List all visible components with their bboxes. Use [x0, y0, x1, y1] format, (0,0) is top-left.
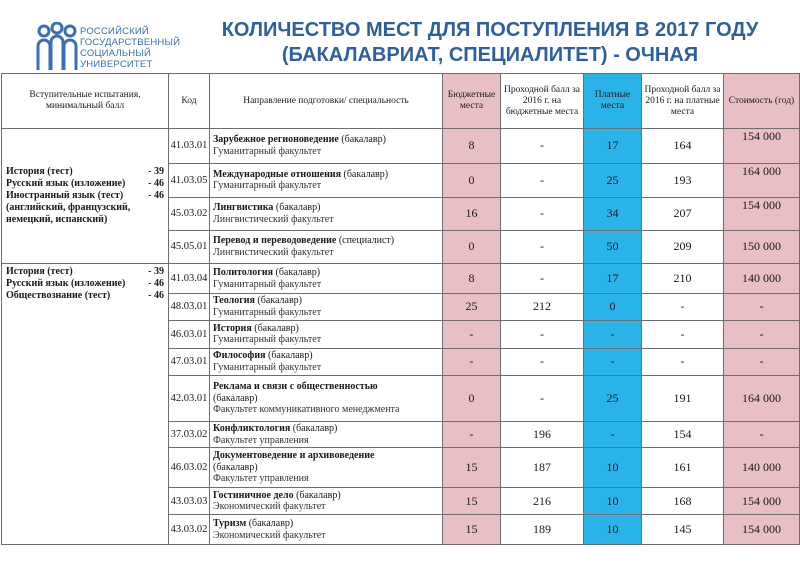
exam-name: Иностранный язык (тест): [6, 190, 124, 202]
faculty-name: Гуманитарный факультет: [213, 306, 322, 318]
pass-score-paid: 207: [642, 198, 724, 231]
program-code: 41.03.01: [169, 129, 210, 164]
paid-places: 50: [584, 230, 642, 264]
pass-score-paid: -: [642, 321, 724, 348]
pass-score-paid: 164: [642, 129, 724, 164]
faculty-name: Факультет управления: [213, 434, 309, 446]
paid-places: -: [584, 321, 642, 348]
specialty-name: Гостиничное дело: [213, 489, 294, 501]
pass-score-budget: 189: [501, 515, 584, 545]
degree-level: (бакалавр): [268, 350, 313, 362]
program-code: 47.03.01: [169, 348, 210, 375]
program-title: [213, 490, 439, 502]
degree-level: (бакалавр): [213, 392, 258, 404]
pass-score-paid: 193: [642, 163, 724, 198]
exam-line: [6, 278, 164, 290]
university-name-line: СОЦИАЛЬНЫЙ: [80, 48, 152, 59]
tuition-price: -: [724, 321, 800, 348]
tuition-price: 150 000: [724, 230, 800, 264]
program-code: 42.03.01: [169, 376, 210, 422]
program-name-cell: [210, 230, 443, 264]
pass-score-paid: -: [642, 293, 724, 320]
program-title: [213, 169, 439, 181]
header-paid: Платные места: [584, 74, 642, 129]
specialty-name: Документоведение и архивоведение: [213, 450, 375, 462]
university-name-line: ГОСУДАРСТВЕННЫЙ: [80, 37, 181, 48]
program-code: 37.03.02: [169, 421, 210, 447]
table-row: [2, 264, 800, 293]
header-pass-budget: Проходной балл за 2016 г. на бюджетные места: [501, 74, 584, 129]
title-line-1: КОЛИЧЕСТВО МЕСТ ДЛЯ ПОСТУПЛЕНИЯ В 2017 ГОДУ: [221, 19, 759, 41]
program-code: 41.03.04: [169, 264, 210, 293]
exam-line: [6, 178, 164, 190]
university-name: [80, 26, 180, 70]
budget-places: 15: [443, 448, 501, 488]
exam-line: [6, 266, 164, 278]
program-name-cell: [210, 376, 443, 422]
faculty-name: Гуманитарный факультет: [213, 180, 322, 192]
program-code: 43.03.02: [169, 515, 210, 545]
faculty-name: Гуманитарный факультет: [213, 278, 322, 290]
tuition-price: 140 000: [724, 448, 800, 488]
exam-requirements-cell: [2, 264, 169, 545]
program-title: [213, 202, 439, 214]
program-name-cell: [210, 348, 443, 375]
table-body: [2, 129, 800, 545]
pass-score-budget: -: [501, 163, 584, 198]
header-exams: Вступительные испытания, минимальный балл: [2, 74, 169, 129]
paid-places: 17: [584, 129, 642, 164]
program-name-cell: [210, 321, 443, 348]
budget-places: -: [443, 348, 501, 375]
exam-min-score: - 46: [148, 290, 164, 302]
specialty-name: История: [213, 322, 252, 334]
paid-places: -: [584, 421, 642, 447]
degree-level: (бакалавр): [292, 423, 338, 435]
pass-score-budget: -: [501, 264, 584, 293]
paid-places: -: [584, 348, 642, 375]
budget-places: 15: [443, 515, 501, 545]
program-name-cell: [210, 129, 443, 164]
university-logo-icon: [32, 22, 82, 72]
program-title: [213, 134, 439, 146]
degree-level: (бакалавр): [296, 489, 341, 501]
specialty-name: Туризм: [213, 518, 247, 530]
degree-level: (бакалавр): [275, 267, 321, 278]
specialty-name: Перевод и переводоведение: [213, 235, 337, 247]
program-code: 45.03.02: [169, 198, 210, 231]
budget-places: 0: [443, 230, 501, 264]
exam-name: Обществознание (тест): [6, 290, 111, 302]
exam-language-note: (английский, французский, немецкий, испанский): [6, 202, 131, 226]
university-name-line: УНИВЕРСИТЕТ: [80, 59, 153, 70]
paid-places: 10: [584, 515, 642, 545]
faculty-name: Гуманитарный факультет: [213, 145, 322, 157]
slide-header: [0, 0, 800, 72]
faculty-name: Лингвистический факультет: [213, 246, 334, 258]
faculty-name: Гуманитарный факультет: [213, 334, 322, 346]
exam-min-score: - 39: [148, 166, 164, 178]
budget-places: 8: [443, 264, 501, 293]
exam-line: [6, 166, 164, 178]
pass-score-paid: 145: [642, 515, 724, 545]
program-title: [213, 295, 439, 307]
title-line-2: (БАКАЛАВРИАТ, СПЕЦИАЛИТЕТ) - ОЧНАЯ: [281, 44, 699, 66]
header-price: Стоимость (год): [724, 74, 800, 129]
pass-score-paid: 210: [642, 264, 724, 293]
paid-places: 34: [584, 198, 642, 231]
pass-score-budget: 187: [501, 448, 584, 488]
table-row: [2, 129, 800, 164]
program-name-cell: [210, 293, 443, 320]
specialty-name: Лингвистика: [213, 202, 274, 214]
budget-places: 0: [443, 163, 501, 198]
exam-line: [6, 290, 164, 302]
tuition-price: -: [724, 348, 800, 375]
specialty-name: Политология: [213, 267, 273, 278]
tuition-price: -: [724, 293, 800, 320]
exam-min-score: - 46: [148, 278, 164, 290]
pass-score-paid: 209: [642, 230, 724, 264]
tuition-price: 154 000: [724, 198, 800, 231]
specialty-name: Реклама и связи с общественностью: [213, 381, 378, 393]
budget-places: 15: [443, 487, 501, 514]
header-pass-paid: Проходной балл за 2016 г. на платные места: [642, 74, 724, 129]
paid-places: 25: [584, 376, 642, 422]
program-name-cell: [210, 515, 443, 545]
budget-places: -: [443, 421, 501, 447]
program-title: [213, 350, 439, 362]
program-title: [213, 518, 439, 530]
degree-level: (бакалавр): [254, 322, 299, 334]
pass-score-budget: -: [501, 198, 584, 231]
program-code: 43.03.03: [169, 487, 210, 514]
degree-level: (бакалавр): [341, 134, 386, 146]
pass-score-budget: -: [501, 230, 584, 264]
program-code: 48.03.01: [169, 293, 210, 320]
tuition-price: 154 000: [724, 487, 800, 514]
degree-level: (бакалавр): [257, 295, 302, 307]
degree-level: (бакалавр): [213, 461, 258, 473]
pass-score-paid: -: [642, 348, 724, 375]
program-code: 41.03.05: [169, 163, 210, 198]
faculty-name: Факультет коммуникативного менеджмента: [213, 404, 400, 416]
table-header-row: [2, 74, 800, 129]
program-code: 46.03.02: [169, 448, 210, 488]
faculty-name: Экономический факультет: [213, 501, 326, 513]
university-name-line: РОССИЙСКИЙ: [80, 26, 149, 37]
specialty-name: Философия: [213, 350, 266, 362]
exam-min-score: - 39: [148, 266, 164, 278]
program-name-cell: [210, 421, 443, 447]
paid-places: 10: [584, 448, 642, 488]
program-name-cell: [210, 198, 443, 231]
pass-score-budget: -: [501, 376, 584, 422]
program-code: 46.03.01: [169, 321, 210, 348]
exam-name: История (тест): [6, 166, 73, 178]
tuition-price: -: [724, 421, 800, 447]
exam-line: [6, 190, 164, 202]
budget-places: 16: [443, 198, 501, 231]
header-direction: Направление подготовки/ специальность: [210, 74, 443, 129]
pass-score-budget: -: [501, 321, 584, 348]
program-name-cell: [210, 163, 443, 198]
exam-name: История (тест): [6, 266, 73, 278]
program-title: [213, 423, 439, 435]
specialty-name: Теология: [213, 295, 255, 307]
pass-score-budget: -: [501, 348, 584, 375]
paid-places: 17: [584, 264, 642, 293]
program-code: 45.05.01: [169, 230, 210, 264]
pass-score-paid: 191: [642, 376, 724, 422]
budget-places: 25: [443, 293, 501, 320]
exam-requirements-cell: [2, 129, 169, 264]
budget-places: 8: [443, 129, 501, 164]
pass-score-budget: -: [501, 129, 584, 164]
program-title: [213, 267, 439, 279]
paid-places: 0: [584, 293, 642, 320]
page-title: [190, 18, 790, 68]
exam-min-score: - 46: [148, 178, 164, 190]
faculty-name: Гуманитарный факультет: [213, 361, 322, 373]
pass-score-paid: 168: [642, 487, 724, 514]
program-title: [213, 381, 439, 393]
program-name-cell: [210, 264, 443, 293]
budget-places: 0: [443, 376, 501, 422]
exam-min-score: - 46: [148, 190, 164, 202]
tuition-price: 154 000: [724, 129, 800, 164]
faculty-name: Факультет управления: [213, 473, 309, 485]
program-title: [213, 323, 439, 335]
header-budget: Бюджетные места: [443, 74, 501, 129]
header-code: Код: [169, 74, 210, 129]
tuition-price: 164 000: [724, 376, 800, 422]
budget-places: -: [443, 321, 501, 348]
tuition-price: 164 000: [724, 163, 800, 198]
pass-score-budget: 196: [501, 421, 584, 447]
admission-table: [1, 73, 800, 545]
degree-level: (специалист): [338, 235, 395, 247]
program-title: [213, 235, 439, 247]
program-name-cell: [210, 448, 443, 488]
exam-name: Русский язык (изложение): [6, 178, 126, 190]
specialty-name: Конфликтология: [213, 423, 291, 435]
exam-name: Русский язык (изложение): [6, 278, 126, 290]
specialty-name: Зарубежное регионоведение: [213, 134, 339, 146]
program-name-cell: [210, 487, 443, 514]
tuition-price: 154 000: [724, 515, 800, 545]
degree-level: (бакалавр): [248, 518, 294, 530]
paid-places: 10: [584, 487, 642, 514]
pass-score-budget: 212: [501, 293, 584, 320]
pass-score-paid: 154: [642, 421, 724, 447]
specialty-name: Международные отношения: [213, 168, 342, 180]
degree-level: (бакалавр): [275, 202, 321, 214]
pass-score-paid: 161: [642, 448, 724, 488]
paid-places: 25: [584, 163, 642, 198]
pass-score-budget: 216: [501, 487, 584, 514]
faculty-name: Экономический факультет: [213, 529, 326, 541]
tuition-price: 140 000: [724, 264, 800, 293]
program-title: [213, 450, 439, 462]
degree-level: (бакалавр): [343, 168, 389, 180]
faculty-name: Лингвистический факультет: [213, 213, 334, 225]
